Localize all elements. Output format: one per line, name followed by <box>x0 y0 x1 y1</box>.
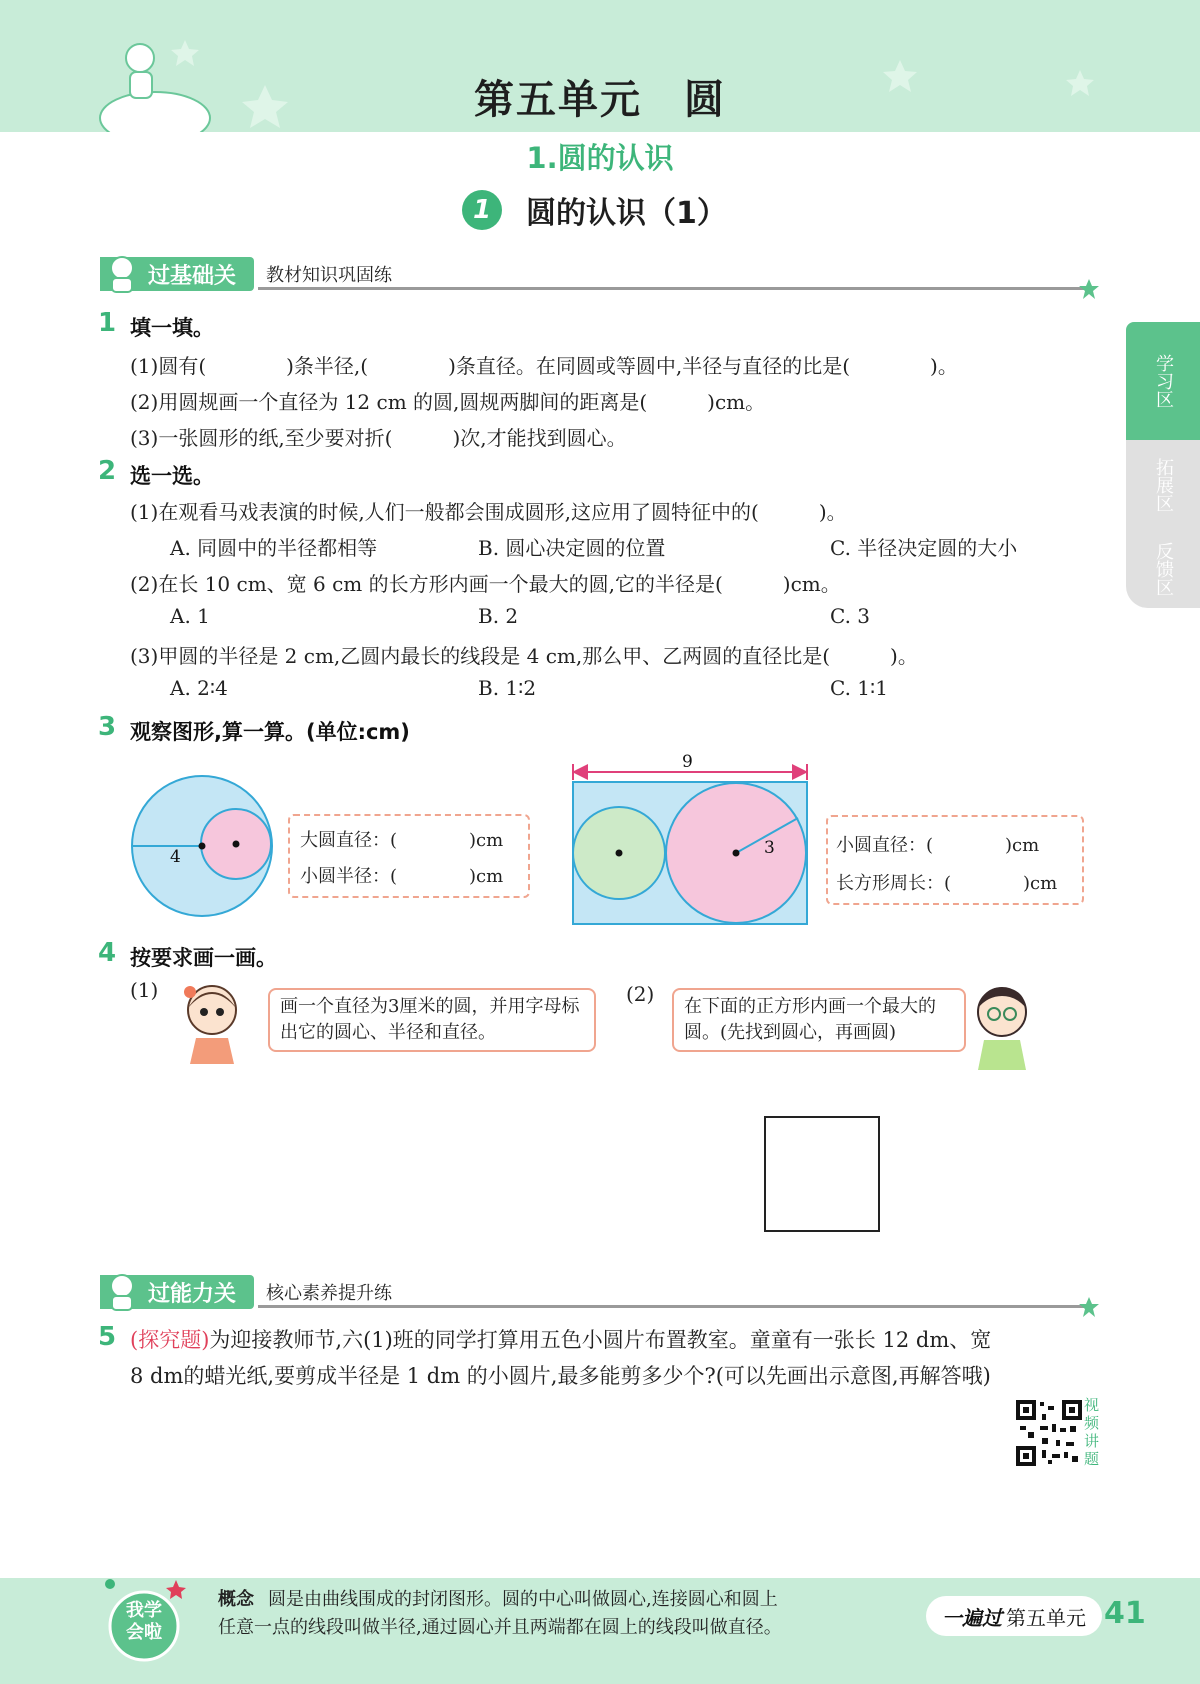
q4-title: 按要求画一画。 <box>130 946 277 970</box>
q5-line-1: (探究题)为迎接教师节,六(1)班的同学打算用五色小圆片布置教室。童童有一张长 12 dm、宽 <box>130 1328 992 1352</box>
girl-mascot-icon <box>176 980 248 1066</box>
lesson-title: 圆的认识（1） <box>526 196 727 231</box>
q4-part2-label: (2) <box>626 982 655 1006</box>
fig2-answer-1[interactable]: 小圆直径：( )cm <box>836 835 1040 856</box>
lesson-heading <box>462 188 727 232</box>
figure-rectangle-circles <box>570 750 810 930</box>
q5-tag: (探究题) <box>130 1328 210 1352</box>
q4-number: 4 <box>98 938 117 968</box>
q5-number: 5 <box>98 1322 117 1352</box>
q2-stem-1: (1)在观看马戏表演的时候,人们一般都会围成圆形,这应用了圆特征中的( )。 <box>130 500 847 524</box>
q2-1-option-b[interactable]: B. 圆心决定圆的位置 <box>478 536 666 560</box>
q5-line-2: 8 dm的蜡光纸,要剪成半径是 1 dm 的小圆片,最多能剪多少个?(可以先画出示意图,再解答哦) <box>130 1364 991 1388</box>
page-number: 41 <box>1104 1596 1146 1631</box>
q1-number: 1 <box>98 308 117 338</box>
footer-concept-line-1: 概念 圆是由曲线围成的封闭图形。圆的中心叫做圆心,连接圆心和圆上 <box>218 1589 778 1610</box>
ability-band-subtitle: 核心素养提升练 <box>266 1283 393 1304</box>
fig1-answer-2[interactable]: 小圆半径：( )cm <box>300 866 504 887</box>
qr-code-icon[interactable] <box>1016 1400 1082 1466</box>
q3-title: 观察图形,算一算。(单位:cm) <box>130 720 410 744</box>
q2-3-option-b[interactable]: B. 1∶2 <box>478 676 537 700</box>
q4-part1-label: (1) <box>130 978 159 1002</box>
q4-part2-bubble: 在下面的正方形内画一个最大的圆。(先找到圆心，再画圆) <box>672 988 966 1052</box>
fig1-radius-label: 4 <box>170 847 181 867</box>
side-tab-study[interactable]: 学习区 <box>1126 322 1200 440</box>
q1-item-2: (2)用圆规画一个直径为 12 cm 的圆,圆规两脚间的距离是( )cm。 <box>130 390 766 414</box>
unit-title: 第五单元 圆 <box>474 77 726 123</box>
side-tab-feedback[interactable]: 反馈区 <box>1126 530 1200 608</box>
q1-item-1: (1)圆有( )条半径,( )条直径。在同圆或等圆中,半径与直径的比是( )。 <box>130 354 958 378</box>
q4-part1-bubble: 画一个直径为3厘米的圆，并用字母标出它的圆心、半径和直径。 <box>268 988 596 1052</box>
q2-1-option-a[interactable]: A. 同圆中的半径都相等 <box>170 536 378 560</box>
fig2-radius-label: 3 <box>764 838 775 858</box>
footer-brand-pill <box>926 1596 1102 1636</box>
qr-caption: 视频讲题 <box>1084 1396 1100 1468</box>
q2-number: 2 <box>98 456 117 486</box>
q2-stem-2: (2)在长 10 cm、宽 6 cm 的长方形内画一个最大的圆,它的半径是( )cm。 <box>130 572 841 596</box>
q1-item-3: (3)一张圆形的纸,至少要对折( )次,才能找到圆心。 <box>130 426 627 450</box>
q3-number: 3 <box>98 712 117 742</box>
lesson-number-badge: 1 <box>462 190 502 230</box>
robot-mascot-icon <box>100 250 144 294</box>
footer-concept-line-2: 任意一点的线段叫做半径,通过圆心并且两端都在圆上的线段叫做直径。 <box>218 1617 782 1638</box>
robot-mascot-icon <box>100 1268 144 1312</box>
basic-band-rule <box>258 287 1086 290</box>
q2-2-option-b[interactable]: B. 2 <box>478 604 519 628</box>
q2-2-option-c[interactable]: C. 3 <box>830 604 871 628</box>
boy-mascot-icon <box>966 982 1038 1072</box>
star-icon <box>1078 278 1100 300</box>
fig1-answer-box <box>288 814 530 898</box>
side-tab-extend[interactable]: 拓展区 <box>1126 440 1200 530</box>
q2-1-option-c[interactable]: C. 半径决定圆的大小 <box>830 536 1018 560</box>
basic-band-tag: 过基础关 <box>100 257 254 291</box>
q2-3-option-a[interactable]: A. 2∶4 <box>170 676 228 700</box>
footer-concept-label: 概念 <box>218 1589 254 1610</box>
q2-2-option-a[interactable]: A. 1 <box>170 604 210 628</box>
section-title: 1.圆的认识 <box>526 141 674 175</box>
ability-band-rule <box>258 1305 1086 1308</box>
footer-badge-text: 我学会啦 <box>126 1600 162 1643</box>
q2-title: 选一选。 <box>130 464 214 488</box>
q2-3-option-c[interactable]: C. 1∶1 <box>830 676 888 700</box>
basic-band-subtitle: 教材知识巩固练 <box>266 265 393 286</box>
fig2-answer-2[interactable]: 长方形周长：( )cm <box>836 873 1058 894</box>
footer-brand: 一遍过 <box>942 1605 1002 1630</box>
q1-title: 填一填。 <box>130 316 214 340</box>
drawing-square[interactable] <box>764 1116 880 1232</box>
fig1-answer-1[interactable]: 大圆直径：( )cm <box>300 830 504 851</box>
fig2-length-label: 9 <box>682 752 693 772</box>
fig2-answer-box <box>826 815 1084 905</box>
footer-unit: 第五单元 <box>1006 1605 1086 1630</box>
star-icon <box>1078 1296 1100 1318</box>
figure-nested-circles <box>128 772 276 920</box>
q2-stem-3: (3)甲圆的半径是 2 cm,乙圆内最长的线段是 4 cm,那么甲、乙两圆的直径比是( )。 <box>130 644 918 668</box>
ability-band-tag: 过能力关 <box>100 1275 254 1309</box>
